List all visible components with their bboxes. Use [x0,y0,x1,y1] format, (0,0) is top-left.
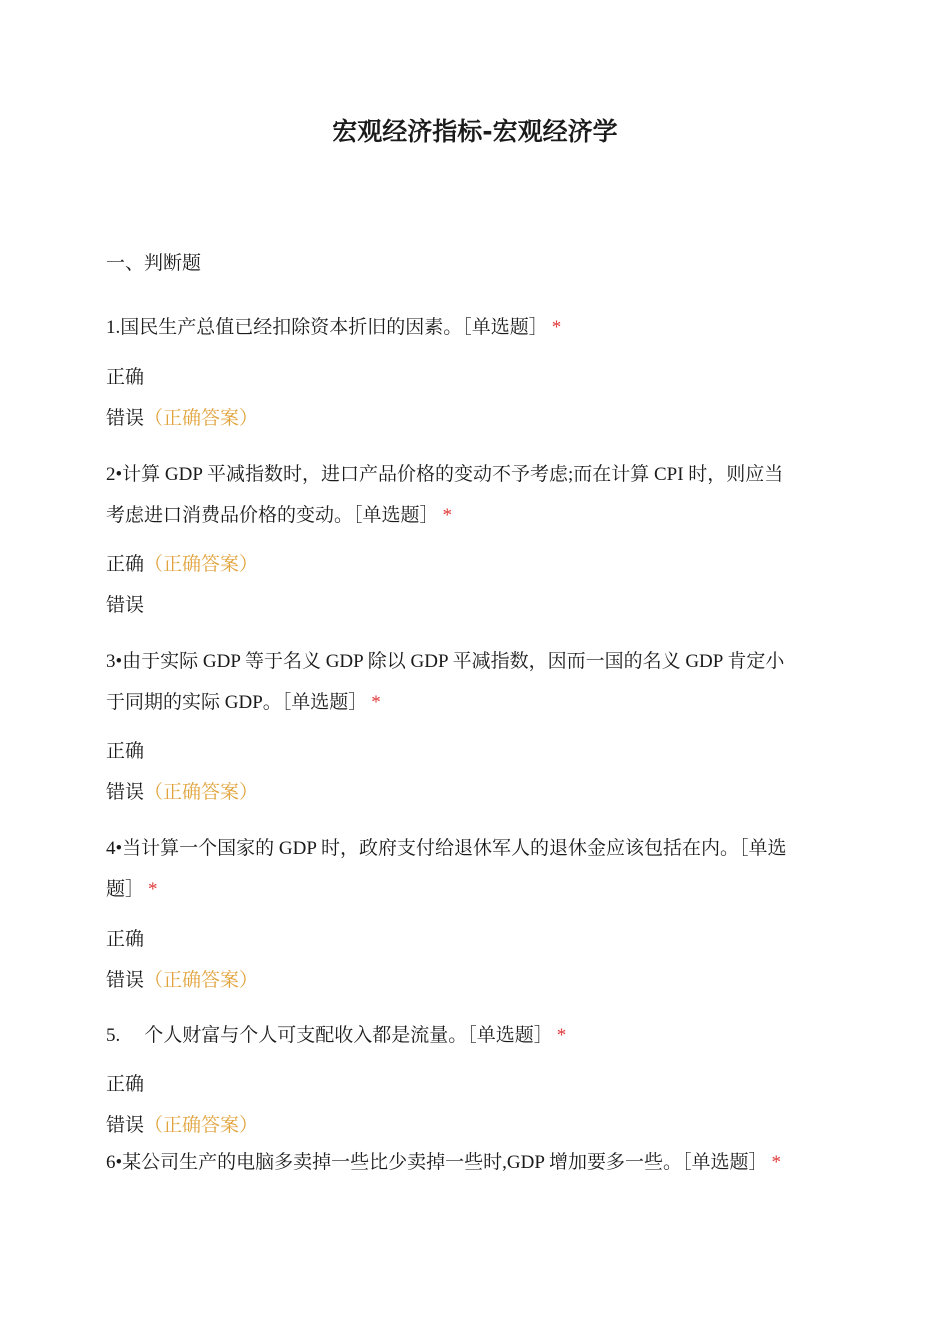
question-6-line1: 6•某公司生产的电脑多卖掉一些比少卖掉一些时,GDP 增加要多一些。 [106,1152,682,1173]
question-2-line2: 考虑进口消费品价格的变动。 [106,505,354,526]
option-label: 正确 [106,1074,145,1095]
option-label: 错误 [106,970,145,991]
question-3-option-2[interactable] [106,777,258,804]
question-5-number: 5. [106,1025,121,1046]
page-title: 宏观经济指标-宏观经济学 [332,117,618,146]
question-4-line2-row [106,874,158,901]
question-5-text [106,1020,566,1047]
option-label: 错误 [106,408,145,429]
option-label: 错误 [106,1115,145,1136]
question-6-text [106,1147,781,1174]
correct-answer-tag: （正确答案） [144,554,259,575]
question-5-option-2[interactable] [106,1110,258,1137]
option-label: 正确 [106,741,145,762]
question-2-line2-row [106,500,452,527]
correct-answer-tag: （正确答案） [144,1115,259,1136]
section-heading: 一、判断题 [106,253,202,274]
required-mark: * [442,505,453,526]
option-label: 错误 [106,595,145,616]
required-mark: * [551,317,562,338]
correct-answer-tag: （正确答案） [144,782,259,803]
question-type-tag: ［单选题］ [281,692,368,713]
question-2-option-2[interactable] [106,590,144,617]
correct-answer-tag: （正确答案） [144,408,259,429]
option-label: 正确 [106,929,145,950]
question-5-option-1[interactable] [106,1069,144,1096]
option-label: 正确 [106,367,145,388]
required-mark: * [148,879,158,900]
question-1-line1: 1.国民生产总值已经扣除资本折旧的因素。 [106,317,463,338]
question-1-option-2[interactable] [106,403,258,430]
question-1-option-1[interactable] [106,362,144,389]
question-4-option-2[interactable] [106,965,258,992]
question-2-option-1[interactable] [106,549,258,576]
question-3-line2-row [106,687,381,714]
question-3-line1: 3•由于实际 GDP 等于名义 GDP 除以 GDP 平减指数，因而一国的名义 GDP 肯定小 [106,651,785,672]
question-3-line2: 于同期的实际 GDP。 [106,692,282,713]
question-4-line1: 4•当计算一个国家的 GDP 时，政府支付给退休军人的退休金应该包括在内。［单选 [106,838,787,859]
question-type-tag: ［单选题］ [353,505,439,526]
question-2-line1: 2•计算 GDP 平减指数时，进口产品价格的变动不予考虑;而在计算 CPI 时，则应当 [106,464,784,485]
option-label: 正确 [106,554,145,575]
question-type-tag: ［单选题］ [462,317,548,338]
question-type-tag: ［单选题］ [467,1025,553,1046]
required-mark: * [371,692,381,713]
question-1-text [106,312,561,339]
question-4-line2: 题］ [106,879,145,900]
required-mark: * [556,1025,567,1046]
option-label: 错误 [106,782,145,803]
question-3-option-1[interactable] [106,736,144,763]
required-mark: * [771,1152,781,1173]
question-type-tag: ［单选题］ [681,1152,768,1173]
question-4-option-1[interactable] [106,924,144,951]
correct-answer-tag: （正确答案） [144,970,259,991]
question-5-line1: 个人财富与个人可支配收入都是流量。 [144,1025,468,1046]
